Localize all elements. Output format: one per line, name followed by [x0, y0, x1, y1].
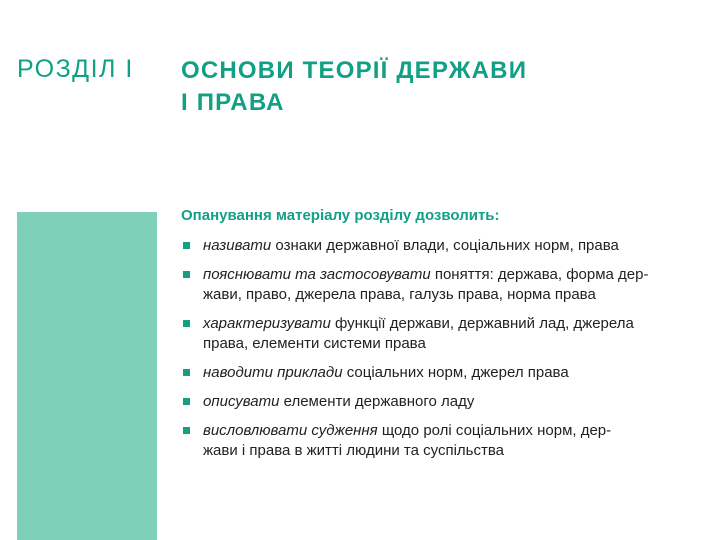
- objective-line: [203, 363, 681, 383]
- objective-term: висловлювати судження: [203, 422, 378, 439]
- page-title: [181, 55, 527, 119]
- objective-text: соціальних норм, джерел права: [342, 364, 569, 381]
- objective-term: характеризувати: [203, 315, 331, 332]
- learning-objectives: [181, 206, 681, 470]
- square-bullet-icon: [183, 427, 190, 434]
- objective-text: щодо ролі соціальних норм, дер-: [377, 422, 612, 439]
- objective-term: описувати: [203, 393, 280, 410]
- objective-term: наводити приклади: [203, 364, 343, 381]
- page-title-line-1: ОСНОВИ ТЕОРІЇ ДЕРЖАВИ: [181, 57, 528, 84]
- objectives-heading: Опанування матеріалу розділу дозволить:: [181, 207, 500, 224]
- objectives-list: [181, 236, 681, 461]
- objective-line-continued: права, елементи системи права: [203, 335, 426, 352]
- objective-item: [181, 314, 681, 354]
- objective-line: [203, 314, 681, 334]
- objective-line: [203, 421, 681, 441]
- objective-item: [181, 236, 681, 256]
- objective-item: [181, 265, 681, 305]
- objective-line: [203, 392, 681, 412]
- objective-text: поняття: держава, форма дер-: [430, 266, 649, 283]
- objective-item: [181, 421, 681, 461]
- objective-line-continued: жави і права в житті людини та суспільства: [203, 442, 505, 459]
- square-bullet-icon: [183, 320, 190, 327]
- objective-line: [203, 265, 681, 285]
- square-bullet-icon: [183, 369, 190, 376]
- objective-item: [181, 363, 681, 383]
- objective-text: ознаки державної влади, соціальних норм, права: [271, 237, 619, 254]
- square-bullet-icon: [183, 271, 190, 278]
- page-title-line-2: І ПРАВА: [181, 89, 285, 116]
- objective-line: [203, 236, 681, 256]
- objective-text: функції держави, державний лад, джерела: [330, 315, 634, 332]
- objective-item: [181, 392, 681, 412]
- objective-line-continued: жави, право, джерела права, галузь права, норма права: [203, 286, 596, 303]
- objective-term: пояснювати та застосовувати: [203, 266, 431, 283]
- objective-term: називати: [203, 237, 272, 254]
- objective-text: елементи державного ладу: [279, 393, 475, 410]
- section-label: РОЗДІЛ І: [17, 55, 134, 83]
- square-bullet-icon: [183, 242, 190, 249]
- square-bullet-icon: [183, 398, 190, 405]
- decorative-sidebar-block: [17, 212, 157, 540]
